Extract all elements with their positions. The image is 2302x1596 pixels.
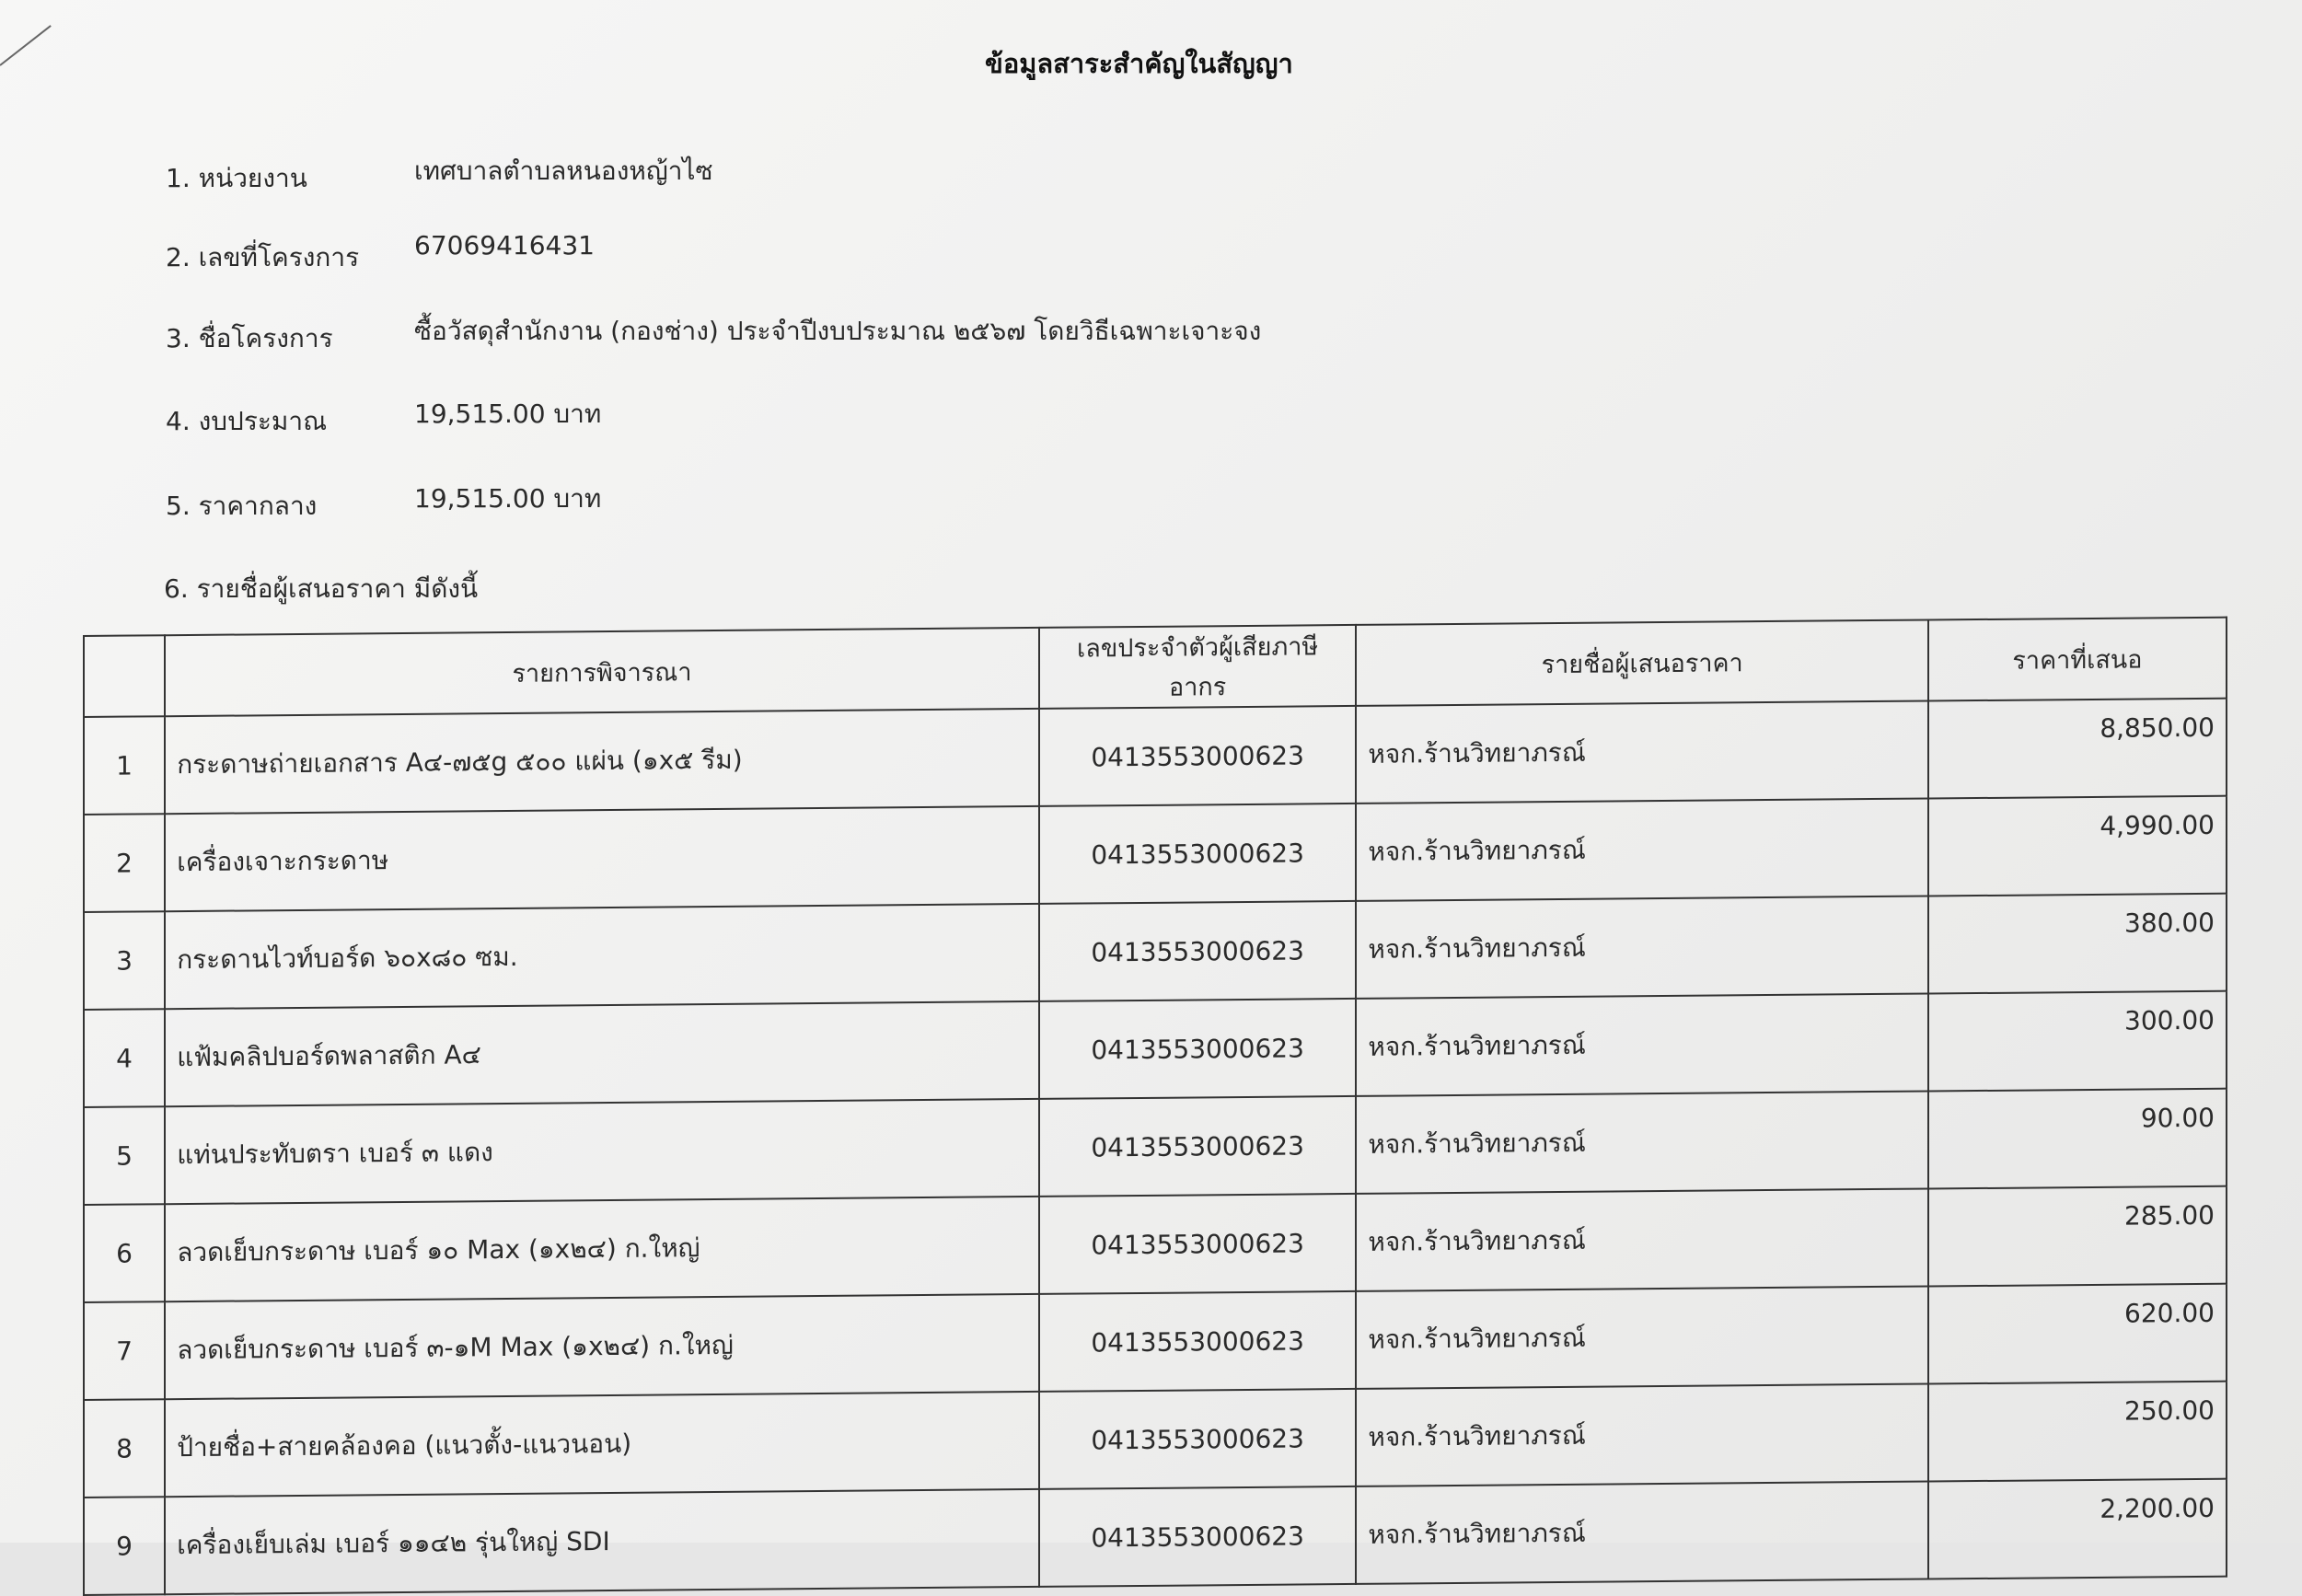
field-value: 19,515.00 บาท bbox=[414, 483, 602, 514]
row-bidder: หจก.ร้านวิทยาภรณ์ bbox=[1356, 896, 1927, 999]
table-row bbox=[84, 1382, 2227, 1498]
row-bidder: หจก.ร้านวิทยาภรณ์ bbox=[1356, 1482, 1927, 1584]
field-value: เทศบาลตำบลหนองหญ้าไซ bbox=[414, 156, 713, 186]
row-price: 4,990.00 bbox=[1928, 796, 2227, 896]
row-bidder: หจก.ร้านวิทยาภรณ์ bbox=[1356, 701, 1927, 804]
document-title: ข้อมูลสาระสำคัญในสัญญา bbox=[985, 48, 1293, 79]
row-bidder: หจก.ร้านวิทยาภรณ์ bbox=[1356, 799, 1927, 901]
row-bidder: หจก.ร้านวิทยาภรณ์ bbox=[1356, 994, 1927, 1096]
row-bidder: หจก.ร้านวิทยาภรณ์ bbox=[1356, 1189, 1927, 1291]
row-number: 1 bbox=[84, 716, 165, 815]
bid-table-wrapper bbox=[83, 617, 2227, 1596]
table-row bbox=[84, 699, 2227, 815]
row-tax-id: 0413553000623 bbox=[1039, 1291, 1357, 1392]
row-tax-id: 0413553000623 bbox=[1039, 1389, 1357, 1489]
pen-mark bbox=[0, 25, 52, 66]
row-item: กระดาษถ่ายเอกสาร A๔-๗๕g ๕๐๐ แผ่น (๑x๕ รีม) bbox=[165, 709, 1039, 814]
row-item: ป้ายชื่อ+สายคล้องคอ (แนวตั้ง-แนวนอน) bbox=[165, 1392, 1039, 1497]
row-item: กระดานไวท์บอร์ด ๖๐x๘๐ ซม. bbox=[165, 904, 1039, 1009]
table-row bbox=[84, 1089, 2227, 1205]
row-tax-id: 0413553000623 bbox=[1039, 1096, 1357, 1197]
row-bidder: หจก.ร้านวิทยาภรณ์ bbox=[1356, 1384, 1927, 1486]
row-number: 4 bbox=[84, 1009, 165, 1107]
row-price: 620.00 bbox=[1928, 1284, 2227, 1384]
row-bidder: หจก.ร้านวิทยาภรณ์ bbox=[1356, 1287, 1927, 1389]
header-bidder: รายชื่อผู้เสนอราคา bbox=[1356, 620, 1927, 706]
row-item: ลวดเย็บกระดาษ เบอร์ ๑๐ Max (๑x๒๔) ก.ใหญ่ bbox=[165, 1197, 1039, 1301]
row-number: 8 bbox=[84, 1399, 165, 1498]
row-number: 3 bbox=[84, 911, 165, 1010]
row-number: 6 bbox=[84, 1204, 165, 1302]
row-item: แฟ้มคลิปบอร์ดพลาสติก A๔ bbox=[165, 1001, 1039, 1106]
row-number: 5 bbox=[84, 1106, 165, 1205]
field-label: 6. รายชื่อผู้เสนอราคา มีดังนี้ bbox=[164, 573, 479, 604]
row-number: 2 bbox=[84, 814, 165, 912]
row-tax-id: 0413553000623 bbox=[1039, 1486, 1357, 1587]
field-label: 2. เลขที่โครงการ bbox=[166, 242, 360, 272]
row-item: ลวดเย็บกระดาษ เบอร์ ๓-๑M Max (๑x๒๔) ก.ใหญ่ bbox=[165, 1294, 1039, 1399]
row-number: 9 bbox=[84, 1497, 165, 1595]
row-price: 380.00 bbox=[1928, 894, 2227, 994]
row-price: 2,200.00 bbox=[1928, 1479, 2227, 1579]
table-row bbox=[84, 1284, 2227, 1400]
field-label: 4. งบประมาณ bbox=[166, 406, 328, 436]
header-price: ราคาที่เสนอ bbox=[1928, 618, 2227, 701]
row-price: 90.00 bbox=[1928, 1089, 2227, 1189]
field-value: 19,515.00 บาท bbox=[414, 399, 602, 429]
bid-table bbox=[83, 617, 2227, 1596]
field-label: 5. ราคากลาง bbox=[166, 491, 318, 521]
table-row bbox=[84, 1186, 2227, 1302]
row-item: เครื่องเจาะกระดาษ bbox=[165, 806, 1039, 911]
table-row bbox=[84, 1479, 2227, 1595]
header-tax-id: เลขประจำตัวผู้เสียภาษีอากร bbox=[1039, 625, 1357, 709]
field-value: ซื้อวัสดุสำนักงาน (กองช่าง) ประจำปีงบประมาณ ๒๕๖๗ โดยวิธีเฉพาะเจาะจง bbox=[414, 316, 1262, 346]
row-item: เครื่องเย็บเล่ม เบอร์ ๑๑๔๒ รุ่นใหญ่ SDI bbox=[165, 1489, 1039, 1594]
row-bidder: หจก.ร้านวิทยาภรณ์ bbox=[1356, 1092, 1927, 1194]
row-item: แท่นประทับตรา เบอร์ ๓ แดง bbox=[165, 1099, 1039, 1204]
row-tax-id: 0413553000623 bbox=[1039, 999, 1357, 1099]
row-tax-id: 0413553000623 bbox=[1039, 706, 1357, 806]
row-number: 7 bbox=[84, 1301, 165, 1400]
row-tax-id: 0413553000623 bbox=[1039, 804, 1357, 904]
table-row bbox=[84, 991, 2227, 1107]
row-tax-id: 0413553000623 bbox=[1039, 901, 1357, 1001]
row-price: 8,850.00 bbox=[1928, 699, 2227, 799]
field-label: 3. ชื่อโครงการ bbox=[166, 323, 333, 353]
row-tax-id: 0413553000623 bbox=[1039, 1194, 1357, 1294]
table-row bbox=[84, 894, 2227, 1010]
field-label: 1. หน่วยงาน bbox=[166, 163, 307, 193]
table-row bbox=[84, 796, 2227, 912]
header-no bbox=[84, 635, 165, 717]
row-price: 300.00 bbox=[1928, 991, 2227, 1092]
row-price: 250.00 bbox=[1928, 1382, 2227, 1482]
header-item: รายการพิจารณา bbox=[165, 628, 1039, 716]
row-price: 285.00 bbox=[1928, 1186, 2227, 1287]
field-value: 67069416431 bbox=[414, 230, 595, 260]
